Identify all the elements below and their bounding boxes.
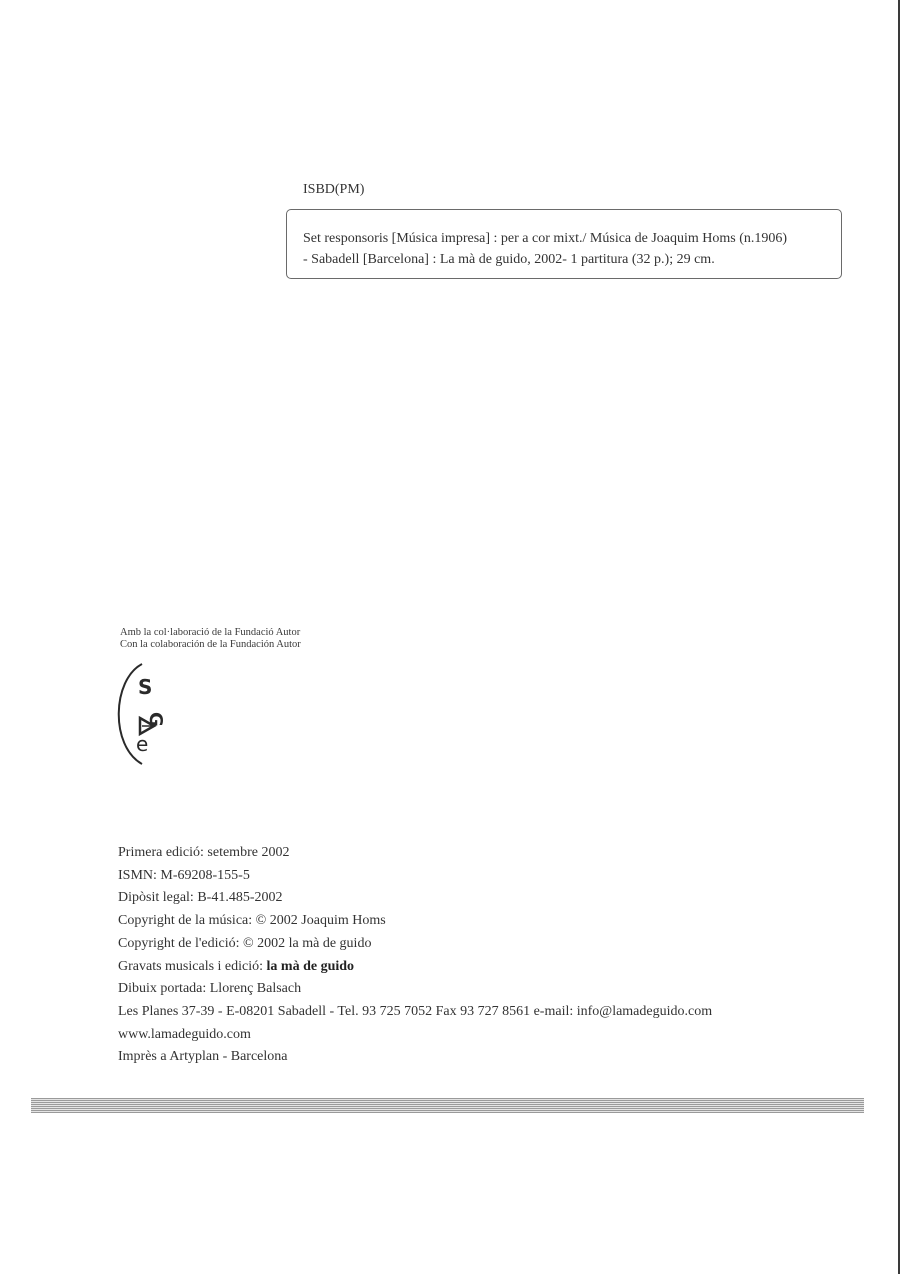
svg-text:e: e [136, 732, 149, 756]
collaboration-note [120, 627, 301, 651]
first-edition: Primera edició: setembre 2002 [118, 845, 290, 860]
isbd-label: ISBD(PM) [303, 182, 365, 197]
ismn: ISMN: M-69208-155-5 [118, 867, 250, 883]
printer-credit: Imprès a Artyplan - Barcelona [118, 1049, 288, 1065]
publisher-address: Les Planes 37-39 - E-08201 Sabadell - Tel. 93 725 7052 Fax 93 727 8561 e-mail: info@lamadeguido.com [118, 1003, 713, 1019]
edition-copyright: Copyright de l'edició: © 2002 la mà de guido [118, 935, 372, 951]
engraving-prefix: Gravats musicals i edició: [118, 958, 267, 974]
svg-text:S: S [138, 675, 153, 699]
music-copyright: Copyright de la música: © 2002 Joaquim Homs [118, 913, 386, 929]
collaboration-line-spanish: Con la colaboración de la Fundación Autor [120, 639, 301, 650]
isbd-record-line-2: - Sabadell [Barcelona] : La mà de guido, 2002- 1 partitura (32 p.); 29 cm. [303, 252, 715, 267]
footer-rule [31, 1098, 864, 1113]
colophon [118, 842, 712, 1069]
isbd-record-box [286, 209, 842, 279]
publisher-name: la mà de guido [266, 958, 355, 974]
cover-drawing-credit: Dibuix portada: Llorenç Balsach [118, 981, 302, 997]
engraving-credit [118, 956, 712, 979]
legal-deposit: Dipòsit legal: B-41.485-2002 [118, 890, 283, 906]
publisher-website: www.lamadeguido.com [118, 1026, 251, 1042]
isbd-record-line-1: Set responsoris [Música impresa] : per a cor mixt./ Música de Joaquim Homs (n.1906) [303, 231, 788, 246]
sgae-logo-icon [112, 662, 172, 766]
svg-text:G: G [145, 712, 166, 727]
collaboration-line-catalan: Amb la col·laboració de la Fundació Autor [120, 627, 301, 638]
